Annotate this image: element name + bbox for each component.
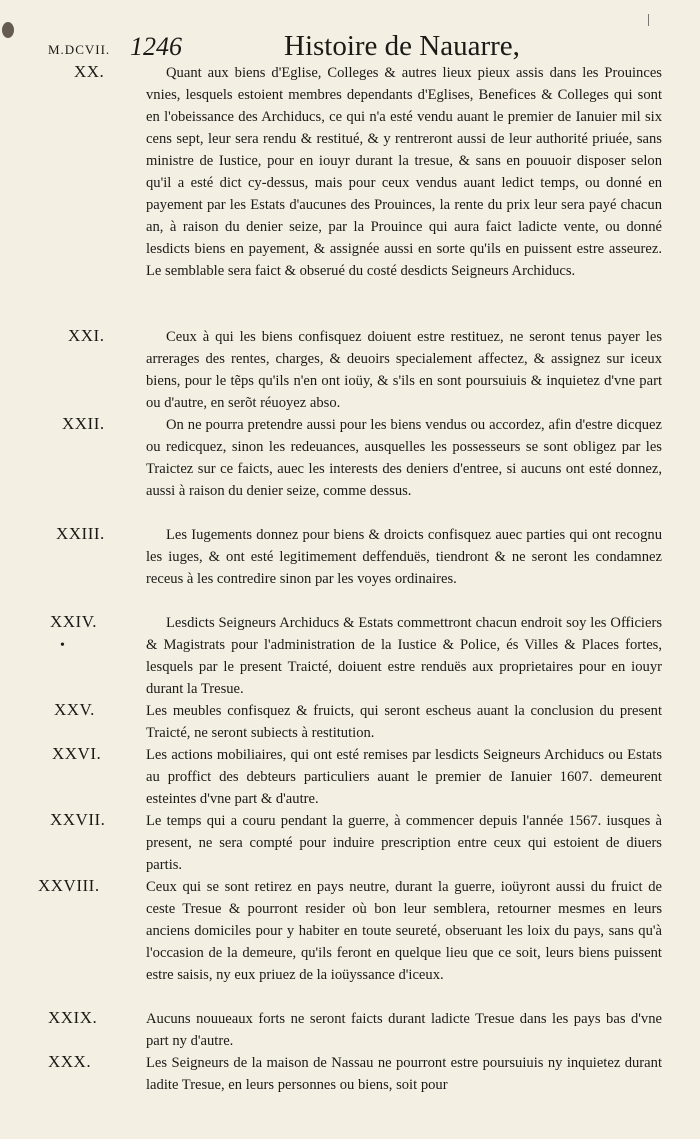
- article-number: XXV.: [54, 700, 95, 719]
- article-number: XXI.: [68, 326, 105, 345]
- page-body: [0, 62, 700, 1096]
- page-number: 1246: [130, 32, 182, 61]
- article-text: Aucuns nouueaux forts ne seront faicts durant ladicte Tresue dans les pays bas d'vne part ny d'autre.: [146, 1011, 662, 1049]
- article-number: XXIX.: [48, 1008, 98, 1027]
- running-title: Histoire de Nauarre,: [284, 30, 520, 62]
- article-xxii: [0, 414, 700, 524]
- article-number: XX.: [74, 62, 105, 81]
- article-number: XXVII.: [50, 810, 106, 829]
- article-xxviii: [0, 876, 700, 1008]
- article-text: Lesdicts Seigneurs Archiducs & Estats commettront chacun endroit soy les Officiers & Magistrats pour l'administration de la Iustice & Police, és Villes & Places fortes, lesquels par le present Traicté, doiuent estre renduës aux proprietaires pour en iouyr durant la Tresue.: [146, 615, 662, 697]
- margin-mark: [648, 14, 649, 26]
- article-number: XXIV.: [50, 612, 98, 631]
- article-number: XXVI.: [52, 744, 102, 763]
- article-number: XXVIII.: [38, 876, 100, 895]
- article-xxvi: [0, 744, 700, 810]
- article-text: On ne pourra pretendre aussi pour les biens vendus ou accordez, afin d'estre dicquez ou redicquez, sinon les redeuances, ausquelles les possesseurs se sont obligez par les Traictez sur ce faicts, auec les interests des deniers d'entree, si aucuns ont esté donnez, aussi à raison du denier seize, comme dessus.: [146, 417, 662, 499]
- article-text: Le temps qui a couru pendant la guerre, à commencer depuis l'année 1567. iusques à present, ne sera compté pour induire prescription entre ceux qui estoient de diuers partis.: [146, 813, 662, 873]
- margin-dot: •: [60, 638, 65, 653]
- article-text: Les Iugements donnez pour biens & droicts confisquez auec parties qui ont recognu les iuges, & ont esté legitimement deffenduës, tiendront & ne seront les condamnez receus à les contredire sinon par les voyes ordinaires.: [146, 527, 662, 587]
- article-xxi: [0, 326, 700, 414]
- article-text: Les Seigneurs de la maison de Nassau ne pourront estre poursuiuis ny inquietez durant ladite Tresue, en leurs personnes ou biens, soit pour: [146, 1055, 662, 1093]
- article-xxiv: [0, 612, 700, 700]
- article-text: Les actions mobiliaires, qui ont esté remises par lesdicts Seigneurs Archiducs ou Estats au proffict des debteurs particuliers auant le premier de Ianuier 1607. demeurent esteintes d'vne part & d'autre.: [146, 747, 662, 807]
- article-text: Ceux à qui les biens confisquez doiuent estre restituez, ne seront tenus payer les arrerages des rentes, charges, & deuoirs specialement affectez, & assignez sur iceux biens, pour le tẽps qu'ils n'en ont ioüy, & s'ils en sont poursuiuis & inquietez d'vne part ou d'autre, en serõt réuoyez abso.: [146, 329, 662, 411]
- article-xxvii: [0, 810, 700, 876]
- article-xxiii: [0, 524, 700, 612]
- article-number: XXII.: [62, 414, 105, 433]
- article-number: XXX.: [48, 1052, 92, 1071]
- article-xxv: [0, 700, 700, 744]
- article-xxx: [0, 1052, 700, 1096]
- article-xxix: [0, 1008, 700, 1052]
- article-number: XXIII.: [56, 524, 105, 543]
- ink-stain: [2, 22, 14, 38]
- article-text: Quant aux biens d'Eglise, Colleges & autres lieux pieux assis dans les Prouinces vnies, lesquels estoient membres dependants d'Eglises, Benefices & Colleges qui sont en l'obeissance des Archiducs, ce qui n'a esté vendu auant le premier de Ianuier mil six cens sept, leur sera rendu & restitué, & y rentreront aussi de leur authorité priuée, sans ministre de Iustice, pour en iouyr durant la tresue, & sans en pouuoir disposer selon qu'il a esté dict cy-dessus, mais pour ceux vendus auant ledict temps, ou donné en payement par les Estats d'aucunes des Prouinces, la rente du prix leur sera payé chacun an, à raison du denier seize, par la Prouince qui aura faict ladicte vente, ou donné lesdicts biens en payement, & assignée aussi en sorte qu'ils en puissent estre asseurez. Le semblable sera faict & obserué du costé desdicts Seigneurs Archiducs.: [146, 65, 662, 279]
- running-header: [48, 30, 648, 64]
- article-xx: [0, 62, 700, 326]
- article-text: Ceux qui se sont retirez en pays neutre, durant la guerre, ioüyront aussi du fruict de ceste Tresue & pourront resider où bon leur semblera, retourner mesmes en leurs anciens domiciles pour y habiter en toute seureté, obseruant les loix du pays, sans qu'à l'occasion de la demeure, qu'ils feront en quelque lieu que ce soit, leurs biens puissent estre saisis, ny eux priuez de la ioüyssance d'iceux.: [146, 879, 662, 983]
- article-text: Les meubles confisquez & fruicts, qui seront escheus auant la conclusion du present Traicté, ne seront subiects à restitution.: [146, 703, 662, 741]
- header-date: M.DCVII.: [48, 42, 111, 57]
